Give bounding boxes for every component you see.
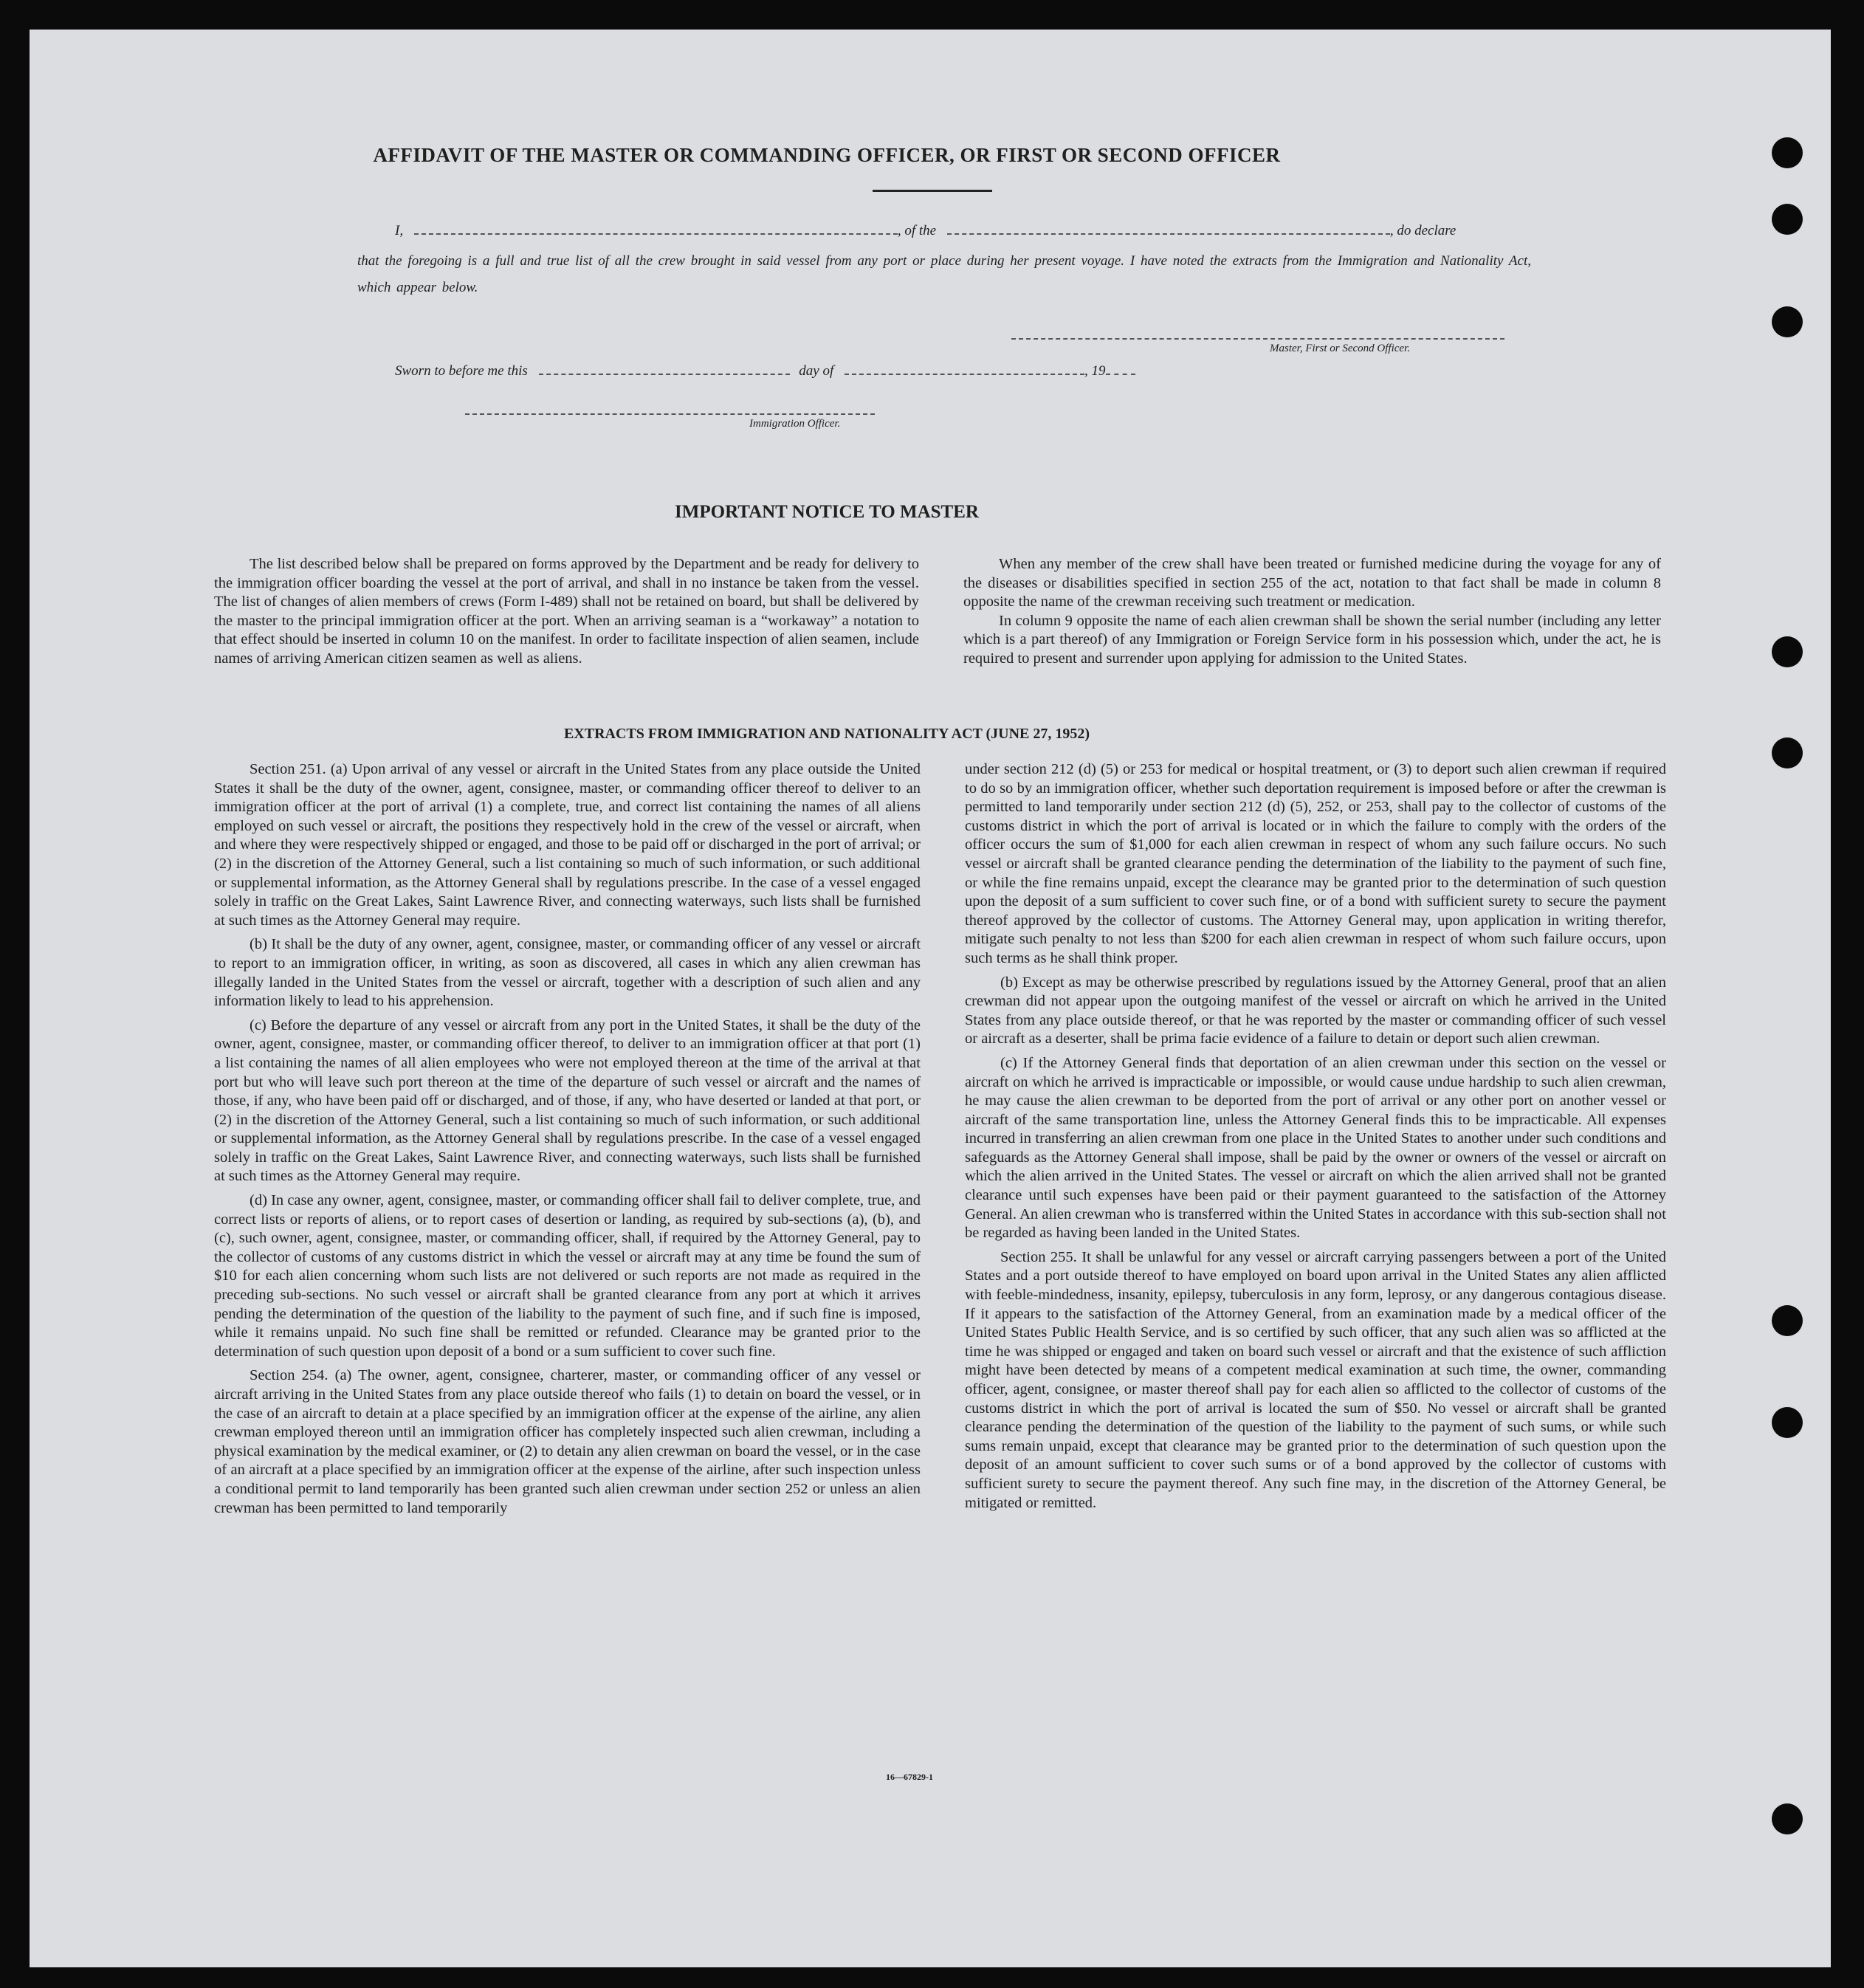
- notice-right-paragraph: In column 9 opposite the name of each alien crewman shall be shown the serial number (including any letter which is a part thereof) of any Immigration or Foreign Service form in his possession which, under the act, he is required to present and surrender upon applying for admission to the United States.: [963, 612, 1661, 667]
- master-signature-caption: Master, First or Second Officer.: [1270, 343, 1410, 354]
- notice-heading: IMPORTANT NOTICE TO MASTER: [675, 502, 979, 522]
- punch-hole: [1772, 737, 1803, 768]
- punch-hole: [1772, 1305, 1803, 1336]
- affidavit-title: AFFIDAVIT OF THE MASTER OR COMMANDING OFFICER, OR FIRST OR SECOND OFFICER: [373, 144, 1281, 166]
- punch-hole: [1772, 1803, 1803, 1834]
- vessel-name-field[interactable]: [947, 223, 1390, 235]
- section-paragraph: (c) If the Attorney General finds that deportation of an alien crewman under this section on the vessel or aircraft on which he arrived is impracticable or impossible, or would cause undue hardship to such alien crewman, he may cause the alien crewman to be deported from the port of arrival or any other port on another vessel or aircraft of the same transportation line, unless the Attorney General finds this to be impracticable. All expenses incurred in transferring an alien crewman from one place in the United States to another under such conditions and safeguards as the Attorney General shall impose, shall be paid by the owner or owners of the vessel or aircraft on which the alien arrived in the United States. The vessel or aircraft on which the alien arrived shall not be granted clearance until such expenses have been paid or their payment guaranteed to the satisfaction of the Attorney General. An alien crewman who is transferred within the United States in accordance with this sub-section shall not be regarded as having been landed in the United States.: [965, 1054, 1666, 1242]
- declaration-text: that the foregoing is a full and true list of all the crew brought in said vessel from any port or place during her present voyage. I have noted the extracts from the Immigration and Nationality Act, which appear below.: [357, 253, 1531, 295]
- punch-hole: [1772, 137, 1803, 168]
- notice-right-column: [963, 555, 1661, 674]
- declarant-prefix: I,: [395, 223, 404, 238]
- declaration-line: [395, 223, 1456, 239]
- punch-hole: [1772, 1407, 1803, 1438]
- notice-left-column: [214, 555, 919, 674]
- master-signature-line[interactable]: [1011, 338, 1504, 340]
- section-paragraph: under section 212 (d) (5) or 253 for medical or hospital treatment, or (3) to deport such alien crewman if required to do so by an immigration officer, whether such deportation requirement is imposed before or after the crewman is permitted to land temporarily under section 212 (d) (5), 252, or 253, shall pay to the collector of customs of the customs district in which the port of arrival is located or in which the failure to comply with the orders of the officer occurs the sum of $1,000 for each alien crewman in respect of whom any such failure occurs. No such vessel or aircraft shall be granted clearance pending the determination of the liability to the payment of such fine, or while the fine remains unpaid, except the clearance may be granted prior to the determination of such question upon the deposit of a sum sufficient to cover such fine, or of a bond with sufficient surety to secure the payment thereof approved by the collector of customs. The Attorney General may, upon application in writing therefor, mitigate such penalty to not less than $200 for each alien crewman in respect of whom such failure occurs, upon such terms as he shall think proper.: [965, 761, 1666, 966]
- document-page: [30, 30, 1831, 1967]
- punch-hole: [1772, 306, 1803, 337]
- sworn-year-field[interactable]: [1106, 363, 1135, 375]
- extracts-heading: EXTRACTS FROM IMMIGRATION AND NATIONALITY ACT (JUNE 27, 1952): [563, 726, 1090, 742]
- extracts-left-column: [214, 760, 921, 1523]
- day-of-label: day of: [799, 363, 834, 379]
- form-code: 16—67829-1: [886, 1772, 933, 1782]
- immigration-officer-caption: Immigration Officer.: [749, 418, 841, 430]
- notice-right-paragraph: When any member of the crew shall have been treated or furnished medicine during the voyage for any of the diseases or disabilities specified in section 255 of the act, notation to that fact shall be made in column 8 opposite the name of the crewman receiving such treatment or medication.: [963, 556, 1661, 610]
- section-paragraph: Section 251. (a) Upon arrival of any vessel or aircraft in the United States from any place outside the United States it shall be the duty of the owner, agent, consignee, master, or commanding officer thereof to deliver to an immigration officer at the port of arrival (1) a complete, true, and correct list containing the names of all aliens employed on such vessel or aircraft, the positions they respectively hold in the crew of the vessel or aircraft, when and where they were respectively shipped or engaged, and those to be paid off or discharged in the port of arrival; or (2) in the discretion of the Attorney General, such a list containing so much of such information, or such additional or supplemental information, as the Attorney General shall by regulations prescribe. In the case of a vessel engaged solely in traffic on the Great Lakes, Saint Lawrence River, and connecting waterways, such lists shall be furnished at such times as the Attorney General may require.: [214, 761, 921, 929]
- declarant-name-field[interactable]: [414, 223, 898, 235]
- sworn-prefix: Sworn to before me this: [395, 363, 528, 379]
- immigration-signature-line[interactable]: [465, 413, 875, 415]
- punch-hole: [1772, 636, 1803, 667]
- section-paragraph: Section 254. (a) The owner, agent, consignee, charterer, master, or commanding officer of any vessel or aircraft arriving in the United States from any place outside thereof who fails (1) to detain on board the vessel, or in the case of an aircraft to detain at a place specified by an immigration officer at the expense of the airline, any alien crewman employed thereon until an immigration officer has completely inspected such alien crewman, including a physical examination by the medical examiner, or (2) to detain any alien crewman on board the vessel, or in the case of an aircraft at a place specified by an immigration officer at the expense of the airline, after such inspection unless a conditional permit to land temporarily has been granted such alien crewman under section 252 or unless an alien crewman has been permitted to land temporarily: [214, 1367, 921, 1516]
- section-paragraph: (d) In case any owner, agent, consignee, master, or commanding officer shall fail to deliver complete, true, and correct lists or reports of aliens, or to report cases of desertion or landing, as required by sub-sections (a), (b), and (c), such owner, agent, consignee, master, or commanding officer, shall, if required by the Attorney General, pay to the collector of customs of any customs district in which the vessel or aircraft may at any time be found the sum of $10 for each alien concerning whom such lists are not delivered or such reports are not made as required in the preceding sub-sections. No such vessel or aircraft shall be granted clearance from any port at which it arrives pending the determination of the question of the liability to the payment of such fine, and if such fine is imposed, while it remains unpaid. No such fine shall be remitted or refunded. Clearance may be granted prior to the determination of such question upon deposit of a bond or a sum sufficient to cover such fine.: [214, 1192, 921, 1360]
- section-paragraph: (c) Before the departure of any vessel or aircraft from any port in the United States, it shall be the duty of the owner, agent, consignee, master, or commanding officer thereof, to deliver to an immigration officer at that port (1) a list containing the names of all alien employees who were not employed thereon at the time of the arrival at that port but who will leave such port thereon at the time of the departure of such vessel or aircraft and the names of those, if any, who have been paid off or discharged, and of those, if any, who have deserted or landed at that port, or (2) in the discretion of the Attorney General, such a list containing so much of such information, or such additional or supplemental information, as the Attorney General shall by regulations prescribe. In the case of a vessel engaged solely in traffic on the Great Lakes, Saint Lawrence River, and connecting waterways, such lists shall be furnished at such times as the Attorney General may require.: [214, 1017, 921, 1185]
- of-the-label: , of the: [897, 223, 937, 238]
- notice-left-paragraph: The list described below shall be prepared on forms approved by the Department and be ready for delivery to the immigration officer boarding the vessel at the port of arrival, and shall in no instance be taken from the vessel. The list of changes of alien members of crews (Form I-489) shall not be retained on board, but shall be delivered by the master to the principal immigration officer at the port. When an arriving seaman is a “workaway” a notation to that effect should be inserted in column 10 on the manifest. In order to facilitate inspection of alien seamen, include names of arriving American citizen seamen as well as aliens.: [214, 556, 919, 667]
- section-paragraph: (b) It shall be the duty of any owner, agent, consignee, master, or commanding officer of any vessel or aircraft to report to an immigration officer, in writing, as soon as discovered, all cases in which any alien crewman has illegally landed in the United States from the vessel or aircraft, together with a description of such alien and any information likely to lead to his apprehension.: [214, 936, 921, 1010]
- title-divider: [873, 190, 992, 192]
- sworn-date-field[interactable]: [539, 363, 790, 375]
- section-paragraph: Section 255. It shall be unlawful for any vessel or aircraft carrying passengers between a port of the United States and a port outside thereof to have employed on board upon arrival in the United States any alien afflicted with feeble-mindedness, insanity, epilepsy, tuberculosis in any form, leprosy, or any dangerous contagious disease. If it appears to the satisfaction of the Attorney General, from an examination made by a medical officer of the United States Public Health Service, and is so certified by such officer, that any such alien was so afflicted at the time he was shipped or engaged and taken on board such vessel or aircraft and that the existence of such affliction might have been detected by means of a competent medical examination at such time, the owner, commanding officer, agent, consignee, or master thereof shall pay for each alien so afflicted to the collector of customs of the customs district in which the port of arrival is located the sum of $50. No vessel or aircraft shall be granted clearance pending the determination of the question of the liability to the payment of such sums, or while such sums remain unpaid, except that clearance may be granted prior to the determination of such question upon the deposit of an amount sufficient to cover such sums or of a bond approved by the collector of customs with sufficient surety to secure the payment thereof. Any such fine may, in the discretion of the Attorney General, be mitigated or remitted.: [965, 1248, 1666, 1511]
- punch-hole: [1772, 204, 1803, 235]
- sworn-month-field[interactable]: [845, 363, 1084, 375]
- extracts-right-column: [965, 760, 1666, 1518]
- declare-label: , do declare: [1389, 223, 1457, 238]
- sworn-line: [395, 363, 1135, 379]
- year-prefix: , 19: [1084, 363, 1106, 379]
- section-paragraph: (b) Except as may be otherwise prescribed by regulations issued by the Attorney General, proof that an alien crewman did not appear upon the outgoing manifest of the vessel or aircraft on which he arrived in the United States from any place outside thereof, or that he was reported by the master or commanding officer of such vessel or aircraft as a deserter, shall be prima facie evidence of a failure to detain or deport such alien crewman.: [965, 974, 1666, 1048]
